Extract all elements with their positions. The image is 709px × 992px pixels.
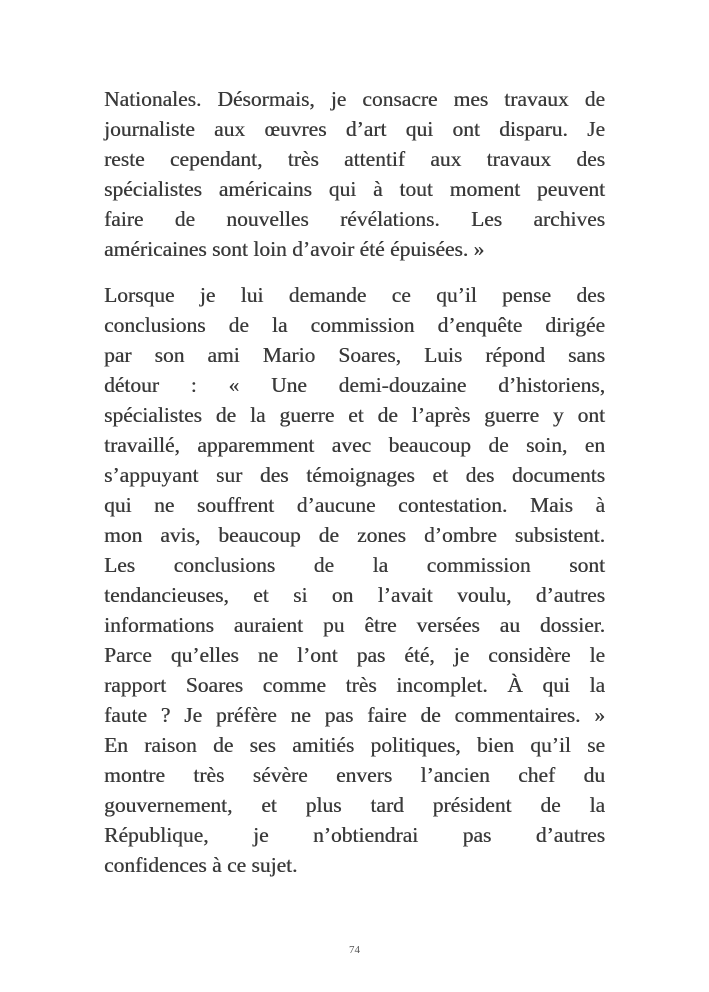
text-line: faute ? Je préfère ne pas faire de commentaires. »: [104, 703, 605, 727]
text-line: montre très sévère envers l’ancien chef du: [104, 763, 605, 787]
text-line: conclusions de la commission d’enquête dirigée: [104, 313, 605, 337]
text-line: Parce qu’elles ne l’ont pas été, je considère le: [104, 643, 605, 667]
text-line: rapport Soares comme très incomplet. À qui la: [104, 673, 605, 697]
text-line: spécialistes américains qui à tout moment peuvent: [104, 177, 605, 201]
text-line: s’appuyant sur des témoignages et des documents: [104, 463, 605, 487]
text-line: faire de nouvelles révélations. Les archives: [104, 207, 605, 231]
text-line: informations auraient pu être versées au dossier.: [104, 613, 605, 637]
text-line: travaillé, apparemment avec beaucoup de soin, en: [104, 433, 605, 457]
text-line: confidences à ce sujet.: [104, 853, 298, 877]
text-line: gouvernement, et plus tard président de la: [104, 793, 605, 817]
text-line: par son ami Mario Soares, Luis répond sans: [104, 343, 605, 367]
text-line: tendancieuses, et si on l’avait voulu, d’autres: [104, 583, 605, 607]
text-line: qui ne souffrent d’aucune contestation. Mais à: [104, 493, 605, 517]
text-line: détour : « Une demi-douzaine d’historiens,: [104, 373, 605, 397]
text-line: République, je n’obtiendrai pas d’autres: [104, 823, 605, 847]
text-line: Les conclusions de la commission sont: [104, 553, 605, 577]
text-line: américaines sont loin d’avoir été épuisées. »: [104, 237, 485, 261]
text-line: Lorsque je lui demande ce qu’il pense des: [104, 283, 605, 307]
text-line: spécialistes de la guerre et de l’après guerre y ont: [104, 403, 605, 427]
text-line: En raison de ses amitiés politiques, bien qu’il se: [104, 733, 605, 757]
page-body: [104, 84, 605, 880]
paragraph-2: [104, 280, 605, 880]
text-line: mon avis, beaucoup de zones d’ombre subsistent.: [104, 523, 605, 547]
paragraph-1: [104, 84, 605, 264]
page-number: 74: [349, 944, 360, 956]
text-line: reste cependant, très attentif aux travaux des: [104, 147, 605, 171]
text-line: journaliste aux œuvres d’art qui ont disparu. Je: [104, 117, 605, 141]
text-line: Nationales. Désormais, je consacre mes travaux de: [104, 87, 605, 111]
